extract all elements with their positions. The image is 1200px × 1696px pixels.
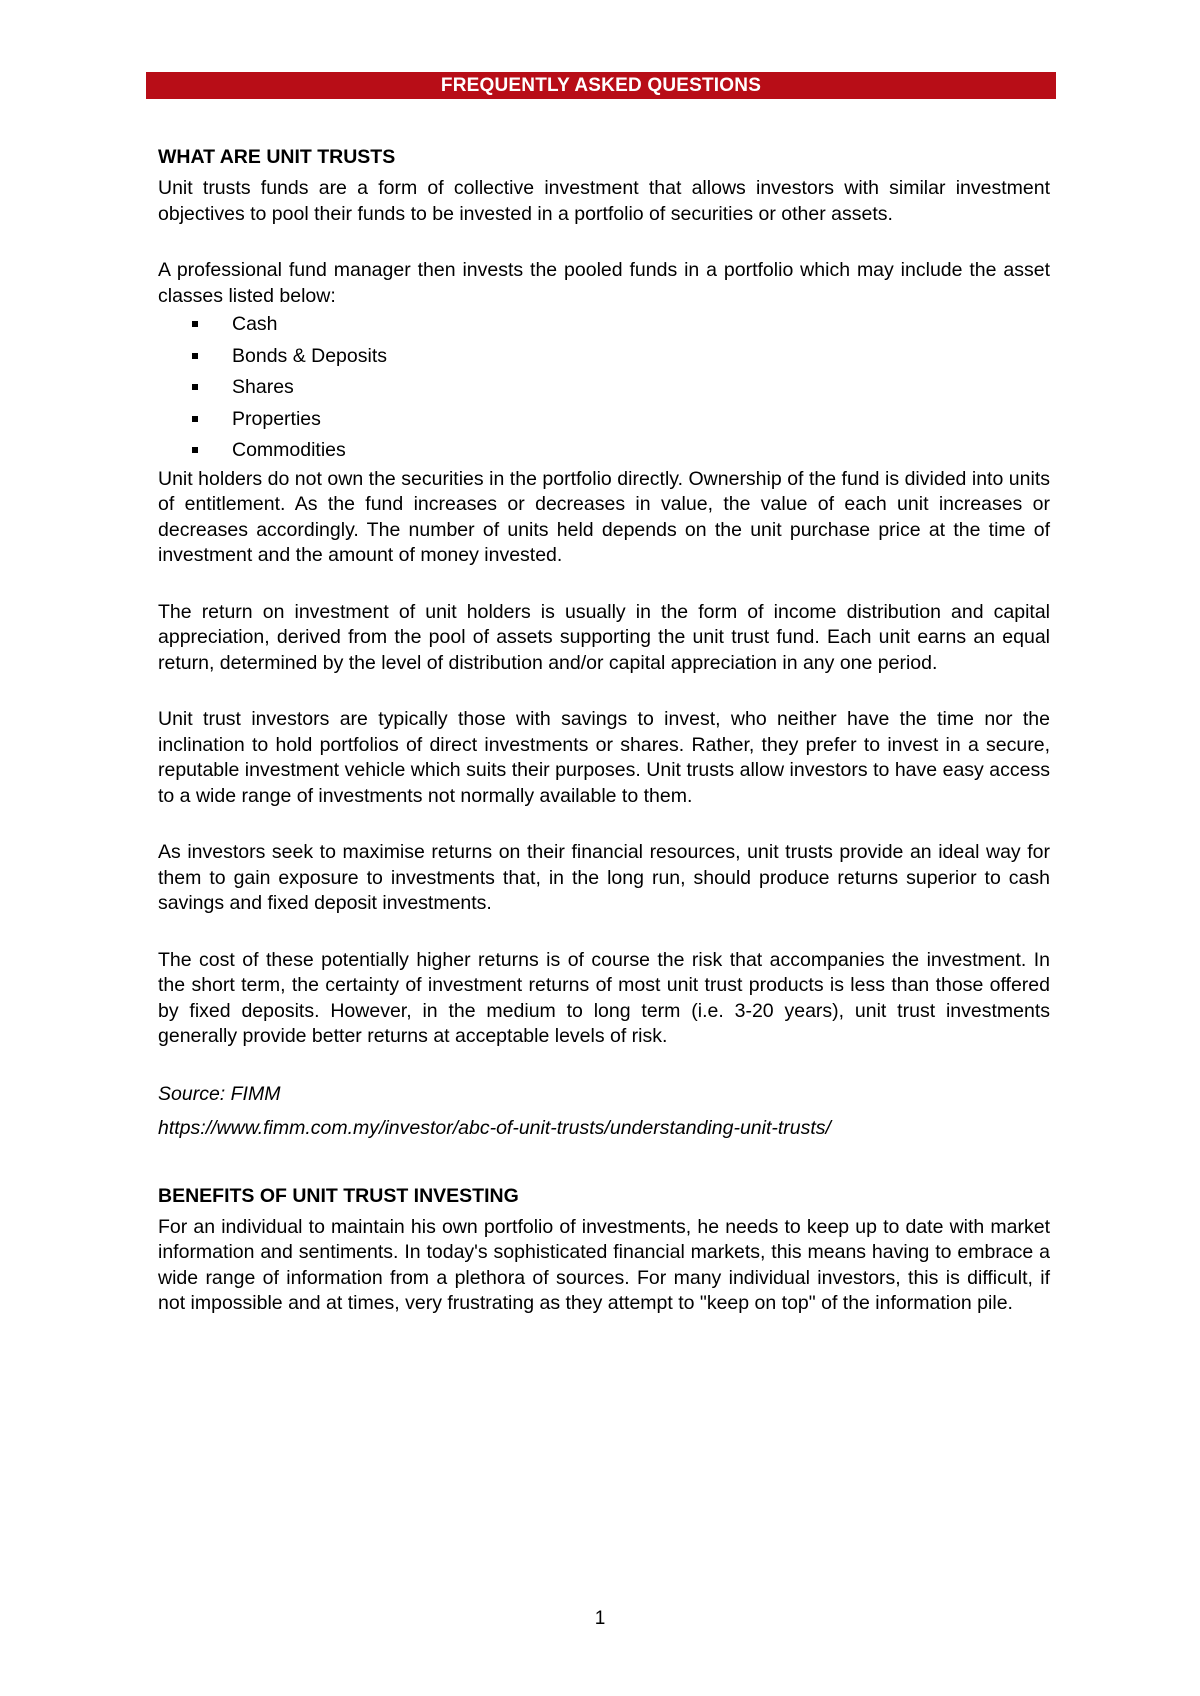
list-item: Bonds & Deposits xyxy=(192,341,1050,373)
list-item: Properties xyxy=(192,404,1050,436)
source-url: https://www.fimm.com.my/investor/abc-of-unit-trusts/understanding-unit-trusts/ xyxy=(158,1116,831,1139)
list-item: Cash xyxy=(192,309,1050,341)
heading-what-are-unit-trusts: WHAT ARE UNIT TRUSTS xyxy=(158,146,396,168)
paragraph-benefits: For an individual to maintain his own portfolio of investments, he needs to keep up to date with market information and sentiments. In today's sophisticated financial markets, this means having to embrace a wide range of information from a plethora of sources. For many individual investors, this is difficult, if not impossible and at times, very frustrating as they attempt to "keep on top" of the information pile. xyxy=(158,1215,1050,1314)
square-bullet-icon xyxy=(192,353,198,359)
square-bullet-icon xyxy=(192,447,198,453)
list-item: Commodities xyxy=(192,435,1050,467)
paragraph-unit-holders: Unit holders do not own the securities in the portfolio directly. Ownership of the fund is divided into units of entitlement. As the fund increases or decreases in value, the value of each unit increases or decreases accordingly. The number of units held depends on the unit purchase price at the time of investment and the amount of money invested. xyxy=(158,467,1050,566)
paragraph-maximise-returns: As investors seek to maximise returns on their financial resources, unit trusts provide an ideal way for them to gain exposure to investments that, in the long run, should produce returns superior to cash savings and fixed deposit investments. xyxy=(158,841,1050,914)
paragraph-definition: Unit trusts funds are a form of collective investment that allows investors with similar investment objectives to pool their funds to be invested in a portfolio of securities or other assets. xyxy=(158,177,1050,225)
asset-class-list xyxy=(158,309,1050,467)
heading-benefits: BENEFITS OF UNIT TRUST INVESTING xyxy=(158,1184,519,1207)
paragraph-return-on-investment: The return on investment of unit holders is usually in the form of income distribution and capital appreciation, derived from the pool of assets supporting the unit trust fund. Each unit earns an equal return, determined by the level of distribution and/or capital appreciation in any one period. xyxy=(158,600,1050,674)
document-page xyxy=(158,72,1050,1317)
paragraph-cost-and-risk: The cost of these potentially higher returns is of course the risk that accompanies the investment. In the short term, the certainty of investment returns of most unit trust products is less than those offered by fixed deposits. However, in the medium to long term (i.e. 3-20 years), unit trust investments generally provide better returns at acceptable levels of risk. xyxy=(158,948,1050,1047)
faq-banner: FREQUENTLY ASKED QUESTIONS xyxy=(146,72,1056,99)
page-number: 1 xyxy=(594,1608,606,1629)
square-bullet-icon xyxy=(192,321,198,327)
paragraph-fund-manager: A professional fund manager then invests the pooled funds in a portfolio which may include the asset classes listed below: xyxy=(158,259,1050,307)
source-label: Source: FIMM xyxy=(158,1082,281,1105)
square-bullet-icon xyxy=(192,384,198,390)
paragraph-typical-investors: Unit trust investors are typically those with savings to invest, who neither have the time nor the inclination to hold portfolios of direct investments or shares. Rather, they prefer to invest in a secure, reputable investment vehicle which suits their purposes. Unit trusts allow investors to have easy access to a wide range of investments not normally available to them. xyxy=(158,708,1050,807)
square-bullet-icon xyxy=(192,416,198,422)
list-item: Shares xyxy=(192,372,1050,404)
